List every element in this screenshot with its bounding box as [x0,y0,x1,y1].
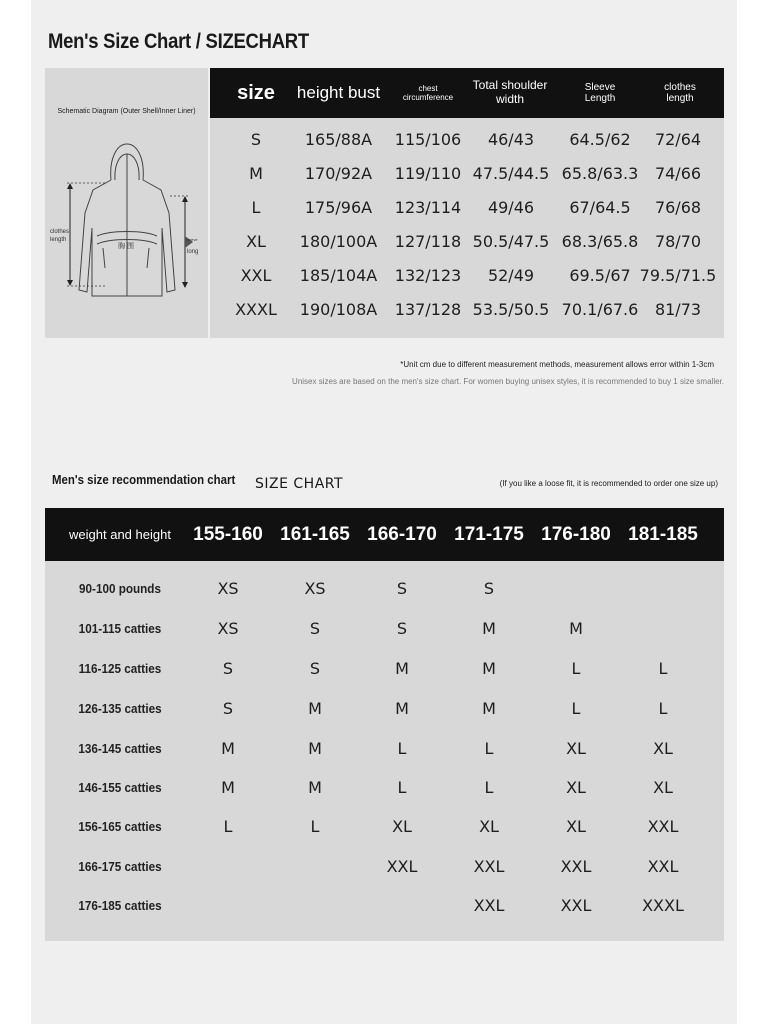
height-bust-cell: 175/96A [304,197,373,217]
chest-cell: 123/114 [394,197,462,217]
header-shoulder: Total shoulder width [472,78,548,106]
weight-label: 156-165 catties [78,818,162,834]
table-row [45,806,724,846]
table-row [210,122,724,156]
table-row [45,846,724,886]
chest-cell: 119/110 [394,163,462,183]
recommended-size-cell: XS [217,618,239,638]
recommended-size-cell: L [223,816,233,836]
recommended-size-cell: L [658,658,668,678]
recommended-size-cell: L [397,777,407,797]
height-bust-cell: 165/88A [304,129,373,149]
shoulder-cell: 49/46 [487,197,535,217]
size-cell: XXL [240,265,272,285]
recommended-size-cell: L [310,816,320,836]
recommended-size-cell [188,846,268,886]
recommended-size-cell: XXXL [642,895,684,915]
header-height-col: 181-185 [628,523,698,545]
recommended-size-cell: S [396,618,408,638]
unit-note: *Unit cm due to different measurement methods, measurement allows error within 1-3cm [400,360,714,369]
header-height-bust: height bust [296,83,381,103]
recommended-size-cell: M [221,738,235,758]
recommendation-subtitle: SIZE CHART [255,476,344,492]
recommendation-title: Men's size recommendation chart [52,472,236,487]
height-bust-cell: 185/104A [299,265,378,285]
recommendation-table [45,508,724,941]
recommended-size-cell: XXL [560,856,592,876]
recommended-size-cell: XL [566,777,586,797]
recommended-size-cell: XS [304,578,326,598]
recommended-size-cell: S [222,658,234,678]
recommendation-note: (If you like a loose fit, it is recommended to order one size up) [499,479,718,488]
size-cell: XXXL [235,299,277,319]
page-title: Men's Size Chart / SIZECHART [48,30,309,53]
table-row [210,224,724,258]
height-bust-cell: 170/92A [304,163,373,183]
chest-cell: 137/128 [394,299,462,319]
header-height-col: 176-180 [541,523,611,545]
recommended-size-cell: L [658,698,668,718]
recommended-size-cell: XXL [386,856,418,876]
clothes-length-label: clothes length [50,229,70,243]
size-chart-table [210,68,724,338]
shoulder-cell: 46/43 [487,129,535,149]
weight-label: 176-185 catties [78,897,162,913]
clothes-length-cell: 76/68 [654,197,702,217]
recommended-size-cell: XS [217,578,239,598]
recommended-size-cell: L [571,698,581,718]
size-cell: M [249,163,263,183]
recommended-size-cell: L [571,658,581,678]
weight-label: 146-155 catties [78,779,162,795]
schematic-diagram-panel [45,68,208,338]
table-row [45,885,724,925]
table-row [210,190,724,224]
recommended-size-cell [623,608,703,648]
sleeve-cell: 68.3/65.8 [561,231,639,251]
shoulder-cell: 47.5/44.5 [472,163,550,183]
recommended-size-cell: XXL [473,856,505,876]
shoulder-cell: 52/49 [487,265,535,285]
table-row [210,292,724,326]
diagram-caption: Schematic Diagram (Outer Shell/Inner Liner) [57,108,196,115]
recommended-size-cell [623,568,703,608]
recommended-size-cell: L [484,738,494,758]
header-size: size [237,81,275,104]
table-row [210,156,724,190]
header-clothes-length: clothes length [664,81,696,104]
recommended-size-cell: M [482,618,496,638]
height-bust-cell: 180/100A [299,231,378,251]
recommendation-header [45,508,724,561]
recommended-size-cell: M [308,738,322,758]
chest-cell: 132/123 [394,265,462,285]
table-row [45,608,724,648]
weight-label: 126-135 catties [78,700,162,716]
chest-label: 胸 围 [118,243,134,250]
recommended-size-cell: M [221,777,235,797]
header-height-col: 161-165 [280,523,350,545]
recommended-size-cell: S [222,698,234,718]
table-row [45,688,724,728]
recommended-size-cell: M [482,658,496,678]
recommended-size-cell [188,885,268,925]
header-height-col: 155-160 [193,523,263,545]
table-row [45,568,724,608]
weight-label: 116-125 catties [78,660,162,676]
sleeve-cell: 64.5/62 [569,129,631,149]
size-chart-header [210,68,724,118]
recommended-size-cell: XL [566,738,586,758]
recommended-size-cell: XL [653,777,673,797]
jacket-outline-icon [45,68,208,338]
recommended-size-cell: M [308,698,322,718]
recommended-size-cell: XL [566,816,586,836]
weight-label: 101-115 catties [78,620,162,636]
clothes-length-cell: 78/70 [654,231,702,251]
sleeve-cell: 70.1/67.6 [561,299,639,319]
sleeve-label: sleeve [186,237,198,242]
chest-cell: 127/118 [394,231,462,251]
unisex-note: Unisex sizes are based on the men's size chart. For women buying unisex styles, it is recommended to buy 1 size smaller. [292,377,724,386]
recommended-size-cell: XXL [647,816,679,836]
recommended-size-cell [275,846,355,886]
header-chest: chest circumference [402,83,454,102]
recommended-size-cell: XXL [560,895,592,915]
shoulder-cell: 50.5/47.5 [472,231,550,251]
long-label: long [187,249,199,255]
sleeve-cell: 69.5/67 [569,265,631,285]
recommended-size-cell: XXL [647,856,679,876]
recommended-size-cell [362,885,442,925]
recommended-size-cell: M [395,658,409,678]
recommended-size-cell: S [309,658,321,678]
recommended-size-cell: L [484,777,494,797]
height-bust-cell: 190/108A [299,299,378,319]
sleeve-cell: 67/64.5 [569,197,631,217]
header-height-col: 166-170 [367,523,437,545]
table-row [45,767,724,807]
weight-label: 90-100 pounds [79,580,161,596]
header-height-col: 171-175 [454,523,524,545]
recommended-size-cell: XL [392,816,412,836]
recommended-size-cell: S [396,578,408,598]
table-row [45,648,724,688]
recommended-size-cell: XXL [473,895,505,915]
recommended-size-cell: M [569,618,583,638]
shoulder-cell: 53.5/50.5 [472,299,550,319]
weight-label: 166-175 catties [78,858,162,874]
recommended-size-cell [275,885,355,925]
table-row [210,258,724,292]
recommended-size-cell: M [482,698,496,718]
recommended-size-cell: S [483,578,495,598]
recommended-size-cell: M [308,777,322,797]
table-row [45,728,724,768]
size-cell: XL [246,231,266,251]
chest-cell: 115/106 [394,129,462,149]
clothes-length-cell: 81/73 [654,299,702,319]
header-weight-height: weight and height [69,527,171,542]
size-cell: L [251,197,261,217]
clothes-length-cell: 74/66 [654,163,702,183]
recommended-size-cell [536,568,616,608]
recommended-size-cell: L [397,738,407,758]
clothes-length-cell: 79.5/71.5 [639,265,717,285]
recommended-size-cell: M [395,698,409,718]
recommended-size-cell: S [309,618,321,638]
size-cell: S [250,129,262,149]
header-sleeve: Sleeve Length [584,81,616,104]
recommended-size-cell: XL [653,738,673,758]
clothes-length-cell: 72/64 [654,129,702,149]
weight-label: 136-145 catties [78,740,162,756]
recommended-size-cell: XL [479,816,499,836]
sleeve-cell: 65.8/63.3 [561,163,639,183]
